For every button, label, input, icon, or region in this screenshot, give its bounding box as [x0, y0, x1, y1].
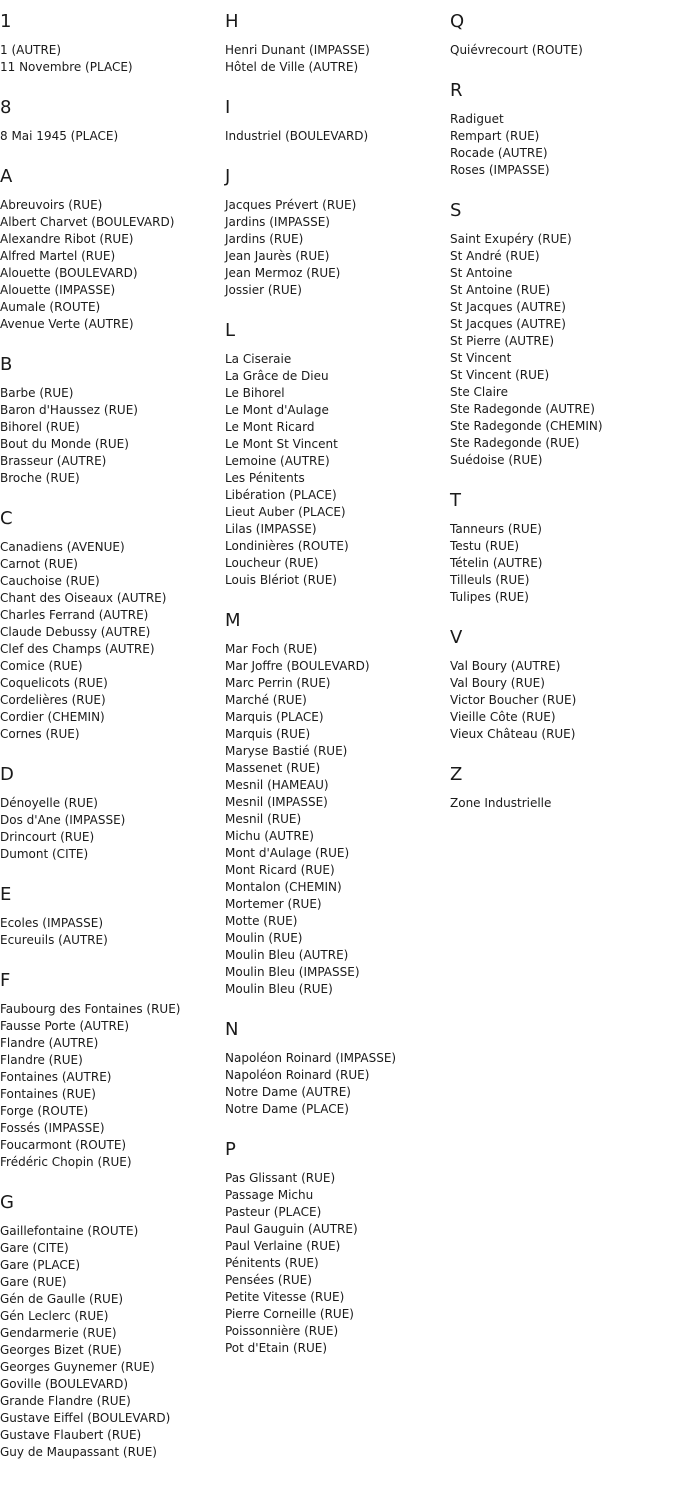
- street-link[interactable]: Brasseur (AUTRE): [0, 454, 107, 468]
- street-link[interactable]: Jardins (RUE): [225, 232, 304, 246]
- letter-group: [0, 98, 225, 145]
- street-link[interactable]: Passage Michu: [225, 1188, 314, 1202]
- street-link[interactable]: Alexandre Ribot (RUE): [0, 232, 134, 246]
- street-list: [225, 42, 450, 76]
- street-link[interactable]: Frédéric Chopin (RUE): [0, 1155, 132, 1169]
- street-link[interactable]: Goville (BOULEVARD): [0, 1377, 129, 1391]
- letter-heading: L: [225, 320, 236, 341]
- street-link[interactable]: Ste Claire: [450, 385, 508, 399]
- street-link[interactable]: Fontaines (RUE): [0, 1087, 96, 1101]
- street-link[interactable]: Jardins (IMPASSE): [225, 215, 330, 229]
- street-list: [225, 1050, 450, 1118]
- letter-group: [225, 611, 450, 998]
- street-list: [0, 539, 225, 743]
- street-link[interactable]: Petite Vitesse (RUE): [225, 1290, 345, 1304]
- street-link[interactable]: St Jacques (AUTRE): [450, 300, 566, 314]
- street-link[interactable]: Gustave Eiffel (BOULEVARD): [0, 1411, 171, 1425]
- street-link[interactable]: Radiguet: [450, 112, 504, 126]
- street-link[interactable]: Lemoine (AUTRE): [225, 454, 330, 468]
- letter-group: [225, 321, 450, 589]
- street-link[interactable]: St Pierre (AUTRE): [450, 334, 555, 348]
- street-link[interactable]: Vieille Côte (RUE): [450, 710, 556, 724]
- street-link[interactable]: Bihorel (RUE): [0, 420, 80, 434]
- street-link[interactable]: Albert Charvet (BOULEVARD): [0, 215, 175, 229]
- letter-heading: P: [225, 1139, 236, 1160]
- street-list: [450, 521, 675, 606]
- street-link[interactable]: Comice (RUE): [0, 659, 83, 673]
- street-link[interactable]: Pensées (RUE): [225, 1273, 312, 1287]
- street-list: [225, 641, 450, 998]
- street-link[interactable]: Gén Leclerc (RUE): [0, 1309, 109, 1323]
- street-link[interactable]: Fontaines (AUTRE): [0, 1070, 112, 1084]
- street-link[interactable]: Vieux Château (RUE): [450, 727, 576, 741]
- street-link[interactable]: Marquis (PLACE): [225, 710, 324, 724]
- street-list: [450, 111, 675, 179]
- street-link[interactable]: Saint Exupéry (RUE): [450, 232, 572, 246]
- street-link[interactable]: Paul Verlaine (RUE): [225, 1239, 341, 1253]
- street-link[interactable]: Flandre (AUTRE): [0, 1036, 99, 1050]
- street-list: [225, 128, 450, 145]
- letter-heading: M: [225, 610, 241, 631]
- street-link[interactable]: Rempart (RUE): [450, 129, 540, 143]
- street-link[interactable]: Mortemer (RUE): [225, 897, 322, 911]
- street-link[interactable]: Cornes (RUE): [0, 727, 80, 741]
- letter-group: [0, 971, 225, 1171]
- street-link[interactable]: Notre Dame (AUTRE): [225, 1085, 351, 1099]
- street-link[interactable]: Mont Ricard (RUE): [225, 863, 335, 877]
- index-column-2: [225, 12, 450, 1357]
- letter-group: [0, 509, 225, 743]
- street-link[interactable]: Jacques Prévert (RUE): [225, 198, 357, 212]
- street-link[interactable]: Victor Boucher (RUE): [450, 693, 577, 707]
- street-link[interactable]: St Antoine: [450, 266, 513, 280]
- street-link[interactable]: Barbe (RUE): [0, 386, 74, 400]
- street-link[interactable]: Cordier (CHEMIN): [0, 710, 105, 724]
- street-link[interactable]: Drincourt (RUE): [0, 830, 95, 844]
- street-link[interactable]: Clef des Champs (AUTRE): [0, 642, 155, 656]
- street-link[interactable]: Napoléon Roinard (RUE): [225, 1068, 370, 1082]
- street-link[interactable]: Le Mont d'Aulage: [225, 403, 329, 417]
- street-link[interactable]: Massenet (RUE): [225, 761, 321, 775]
- letter-group: [225, 1140, 450, 1357]
- street-link[interactable]: Val Boury (AUTRE): [450, 659, 561, 673]
- street-link[interactable]: Moulin (RUE): [225, 931, 303, 945]
- street-link[interactable]: St Antoine (RUE): [450, 283, 551, 297]
- street-link[interactable]: St Vincent: [450, 351, 512, 365]
- street-list: [0, 128, 225, 145]
- street-link[interactable]: Gare (CITE): [0, 1241, 69, 1255]
- street-link[interactable]: Ste Radegonde (AUTRE): [450, 402, 595, 416]
- street-link[interactable]: Canadiens (AVENUE): [0, 540, 125, 554]
- street-link[interactable]: Marché (RUE): [225, 693, 307, 707]
- letter-heading: B: [0, 354, 13, 375]
- letter-group: [450, 491, 675, 606]
- street-link[interactable]: Mesnil (RUE): [225, 812, 302, 826]
- street-link[interactable]: Mar Foch (RUE): [225, 642, 318, 656]
- letter-heading: 1: [0, 11, 12, 32]
- street-link[interactable]: Napoléon Roinard (IMPASSE): [225, 1051, 397, 1065]
- street-link[interactable]: Gaillefontaine (ROUTE): [0, 1224, 139, 1238]
- street-link[interactable]: Cauchoise (RUE): [0, 574, 100, 588]
- index-column-1: [0, 12, 225, 1461]
- street-link[interactable]: Londinières (ROUTE): [225, 539, 349, 553]
- letter-heading: 8: [0, 97, 12, 118]
- street-link[interactable]: Gustave Flaubert (RUE): [0, 1428, 142, 1442]
- street-link[interactable]: Mont d'Aulage (RUE): [225, 846, 350, 860]
- street-link[interactable]: Val Boury (RUE): [450, 676, 545, 690]
- street-link[interactable]: Tulipes (RUE): [450, 590, 529, 604]
- street-link[interactable]: Gare (PLACE): [0, 1258, 81, 1272]
- street-list: [0, 915, 225, 949]
- street-link[interactable]: Pierre Corneille (RUE): [225, 1307, 354, 1321]
- street-link[interactable]: Gén de Gaulle (RUE): [0, 1292, 124, 1306]
- street-list: [0, 1001, 225, 1171]
- street-link[interactable]: Foucarmont (ROUTE): [0, 1138, 127, 1152]
- street-link[interactable]: Pasteur (PLACE): [225, 1205, 322, 1219]
- street-link[interactable]: 11 Novembre (PLACE): [0, 60, 133, 74]
- street-link[interactable]: Industriel (BOULEVARD): [225, 129, 369, 143]
- street-link[interactable]: Ecoles (IMPASSE): [0, 916, 104, 930]
- street-link[interactable]: Dos d'Ane (IMPASSE): [0, 813, 126, 827]
- street-link[interactable]: Testu (RUE): [450, 539, 520, 553]
- street-link[interactable]: Quiévrecourt (ROUTE): [450, 43, 583, 57]
- street-link[interactable]: Grande Flandre (RUE): [0, 1394, 131, 1408]
- letter-heading: C: [0, 508, 13, 529]
- street-link[interactable]: Le Mont Ricard: [225, 420, 315, 434]
- letter-group: [0, 765, 225, 863]
- street-link[interactable]: Roses (IMPASSE): [450, 163, 550, 177]
- street-link[interactable]: Avenue Verte (AUTRE): [0, 317, 134, 331]
- street-list: [0, 1223, 225, 1461]
- street-link[interactable]: La Grâce de Dieu: [225, 369, 329, 383]
- street-link[interactable]: Alouette (IMPASSE): [0, 283, 116, 297]
- street-link[interactable]: Fossés (IMPASSE): [0, 1121, 105, 1135]
- letter-heading: G: [0, 1192, 14, 1213]
- letter-heading: N: [225, 1019, 239, 1040]
- street-link[interactable]: Cordelières (RUE): [0, 693, 106, 707]
- street-link[interactable]: Pénitents (RUE): [225, 1256, 319, 1270]
- letter-group: [225, 167, 450, 299]
- letter-group: [225, 1020, 450, 1118]
- street-link[interactable]: Fausse Porte (AUTRE): [0, 1019, 130, 1033]
- street-link[interactable]: Faubourg des Fontaines (RUE): [0, 1002, 181, 1016]
- street-link[interactable]: Notre Dame (PLACE): [225, 1102, 349, 1116]
- street-link[interactable]: Bout du Monde (RUE): [0, 437, 129, 451]
- street-link[interactable]: Moulin Bleu (IMPASSE): [225, 965, 360, 979]
- street-list: [0, 42, 225, 76]
- street-link[interactable]: Le Mont St Vincent: [225, 437, 338, 451]
- street-link[interactable]: Georges Guynemer (RUE): [0, 1360, 155, 1374]
- street-link[interactable]: Chant des Oiseaux (AUTRE): [0, 591, 167, 605]
- street-list: [225, 351, 450, 589]
- street-link[interactable]: 8 Mai 1945 (PLACE): [0, 129, 119, 143]
- street-link[interactable]: 1 (AUTRE): [0, 43, 62, 57]
- letter-group: [450, 81, 675, 179]
- street-link[interactable]: Gare (RUE): [0, 1275, 67, 1289]
- street-link[interactable]: Les Pénitents: [225, 471, 305, 485]
- street-link[interactable]: Carnot (RUE): [0, 557, 78, 571]
- street-list: [450, 42, 675, 59]
- letter-group: [0, 355, 225, 487]
- street-link[interactable]: Henri Dunant (IMPASSE): [225, 43, 370, 57]
- letter-group: [0, 885, 225, 949]
- street-list: [225, 197, 450, 299]
- street-link[interactable]: Zone Industrielle: [450, 796, 552, 810]
- street-link[interactable]: Pot d'Etain (RUE): [225, 1341, 328, 1355]
- street-link[interactable]: Guy de Maupassant (RUE): [0, 1445, 157, 1459]
- street-link[interactable]: La Ciseraie: [225, 352, 292, 366]
- street-link[interactable]: Dumont (CITE): [0, 847, 89, 861]
- street-link[interactable]: Alfred Martel (RUE): [0, 249, 116, 263]
- street-link[interactable]: Loucheur (RUE): [225, 556, 319, 570]
- street-link[interactable]: Jossier (RUE): [225, 283, 302, 297]
- street-list: [0, 385, 225, 487]
- letter-heading: D: [0, 764, 14, 785]
- letter-heading: E: [0, 884, 12, 905]
- letter-heading: F: [0, 970, 11, 991]
- letter-heading: I: [225, 97, 231, 118]
- street-link[interactable]: Baron d'Haussez (RUE): [0, 403, 138, 417]
- index-column-3: [450, 12, 675, 812]
- street-list: [450, 231, 675, 469]
- street-link[interactable]: St Vincent (RUE): [450, 368, 550, 382]
- street-link[interactable]: Pas Glissant (RUE): [225, 1171, 336, 1185]
- letter-heading: T: [450, 490, 461, 511]
- letter-group: [450, 765, 675, 812]
- street-link[interactable]: Lieut Auber (PLACE): [225, 505, 346, 519]
- street-list: [0, 795, 225, 863]
- street-link[interactable]: Mesnil (IMPASSE): [225, 795, 328, 809]
- street-link[interactable]: Flandre (RUE): [0, 1053, 83, 1067]
- street-link[interactable]: Poissonnière (RUE): [225, 1324, 339, 1338]
- letter-heading: Q: [450, 11, 465, 32]
- street-link[interactable]: Suédoise (RUE): [450, 453, 543, 467]
- street-link[interactable]: Tételin (AUTRE): [450, 556, 543, 570]
- street-link[interactable]: Broche (RUE): [0, 471, 80, 485]
- street-link[interactable]: Georges Bizet (RUE): [0, 1343, 122, 1357]
- street-link[interactable]: Coquelicots (RUE): [0, 676, 108, 690]
- street-link[interactable]: Gendarmerie (RUE): [0, 1326, 117, 1340]
- street-link[interactable]: Motte (RUE): [225, 914, 298, 928]
- street-link[interactable]: Aumale (ROUTE): [0, 300, 101, 314]
- street-link[interactable]: Ste Radegonde (RUE): [450, 436, 580, 450]
- street-link[interactable]: Marc Perrin (RUE): [225, 676, 331, 690]
- letter-group: [0, 167, 225, 333]
- letter-heading: J: [225, 166, 231, 187]
- street-link[interactable]: Moulin Bleu (RUE): [225, 982, 333, 996]
- letter-group: [225, 98, 450, 145]
- street-link[interactable]: Mar Joffre (BOULEVARD): [225, 659, 370, 673]
- street-link[interactable]: Le Bihorel: [225, 386, 285, 400]
- letter-heading: V: [450, 627, 463, 648]
- street-link[interactable]: Lilas (IMPASSE): [225, 522, 317, 536]
- street-link[interactable]: Maryse Bastié (RUE): [225, 744, 348, 758]
- street-link[interactable]: Dénoyelle (RUE): [0, 796, 98, 810]
- letter-group: [0, 1193, 225, 1461]
- street-link[interactable]: Hôtel de Ville (AUTRE): [225, 60, 359, 74]
- letter-heading: Z: [450, 764, 463, 785]
- street-link[interactable]: Abreuvoirs (RUE): [0, 198, 103, 212]
- street-link[interactable]: Louis Blériot (RUE): [225, 573, 337, 587]
- street-link[interactable]: Rocade (AUTRE): [450, 146, 548, 160]
- street-list: [450, 795, 675, 812]
- street-link[interactable]: Claude Debussy (AUTRE): [0, 625, 151, 639]
- letter-heading: A: [0, 166, 13, 187]
- street-link[interactable]: Marquis (RUE): [225, 727, 311, 741]
- street-link[interactable]: Forge (ROUTE): [0, 1104, 89, 1118]
- street-link[interactable]: Montalon (CHEMIN): [225, 880, 342, 894]
- street-link[interactable]: Libération (PLACE): [225, 488, 337, 502]
- street-link[interactable]: Jean Mermoz (RUE): [225, 266, 341, 280]
- street-link[interactable]: St Jacques (AUTRE): [450, 317, 566, 331]
- street-link[interactable]: Mesnil (HAMEAU): [225, 778, 329, 792]
- street-link[interactable]: Jean Jaurès (RUE): [225, 249, 330, 263]
- street-link[interactable]: Alouette (BOULEVARD): [0, 266, 138, 280]
- street-link[interactable]: Michu (AUTRE): [225, 829, 314, 843]
- letter-heading: R: [450, 80, 463, 101]
- letter-group: [0, 12, 225, 76]
- letter-group: [450, 628, 675, 743]
- street-link[interactable]: St André (RUE): [450, 249, 540, 263]
- street-list: [0, 197, 225, 333]
- street-link[interactable]: Tanneurs (RUE): [450, 522, 542, 536]
- street-link[interactable]: Ste Radegonde (CHEMIN): [450, 419, 603, 433]
- street-link[interactable]: Tilleuls (RUE): [450, 573, 530, 587]
- street-list: [225, 1170, 450, 1357]
- letter-heading: S: [450, 200, 462, 221]
- street-link[interactable]: Moulin Bleu (AUTRE): [225, 948, 349, 962]
- letter-group: [450, 201, 675, 469]
- letter-heading: H: [225, 11, 239, 32]
- street-link[interactable]: Charles Ferrand (AUTRE): [0, 608, 149, 622]
- letter-group: [225, 12, 450, 76]
- street-list: [450, 658, 675, 743]
- letter-group: [450, 12, 675, 59]
- street-link[interactable]: Ecureuils (AUTRE): [0, 933, 108, 947]
- street-link[interactable]: Paul Gauguin (AUTRE): [225, 1222, 358, 1236]
